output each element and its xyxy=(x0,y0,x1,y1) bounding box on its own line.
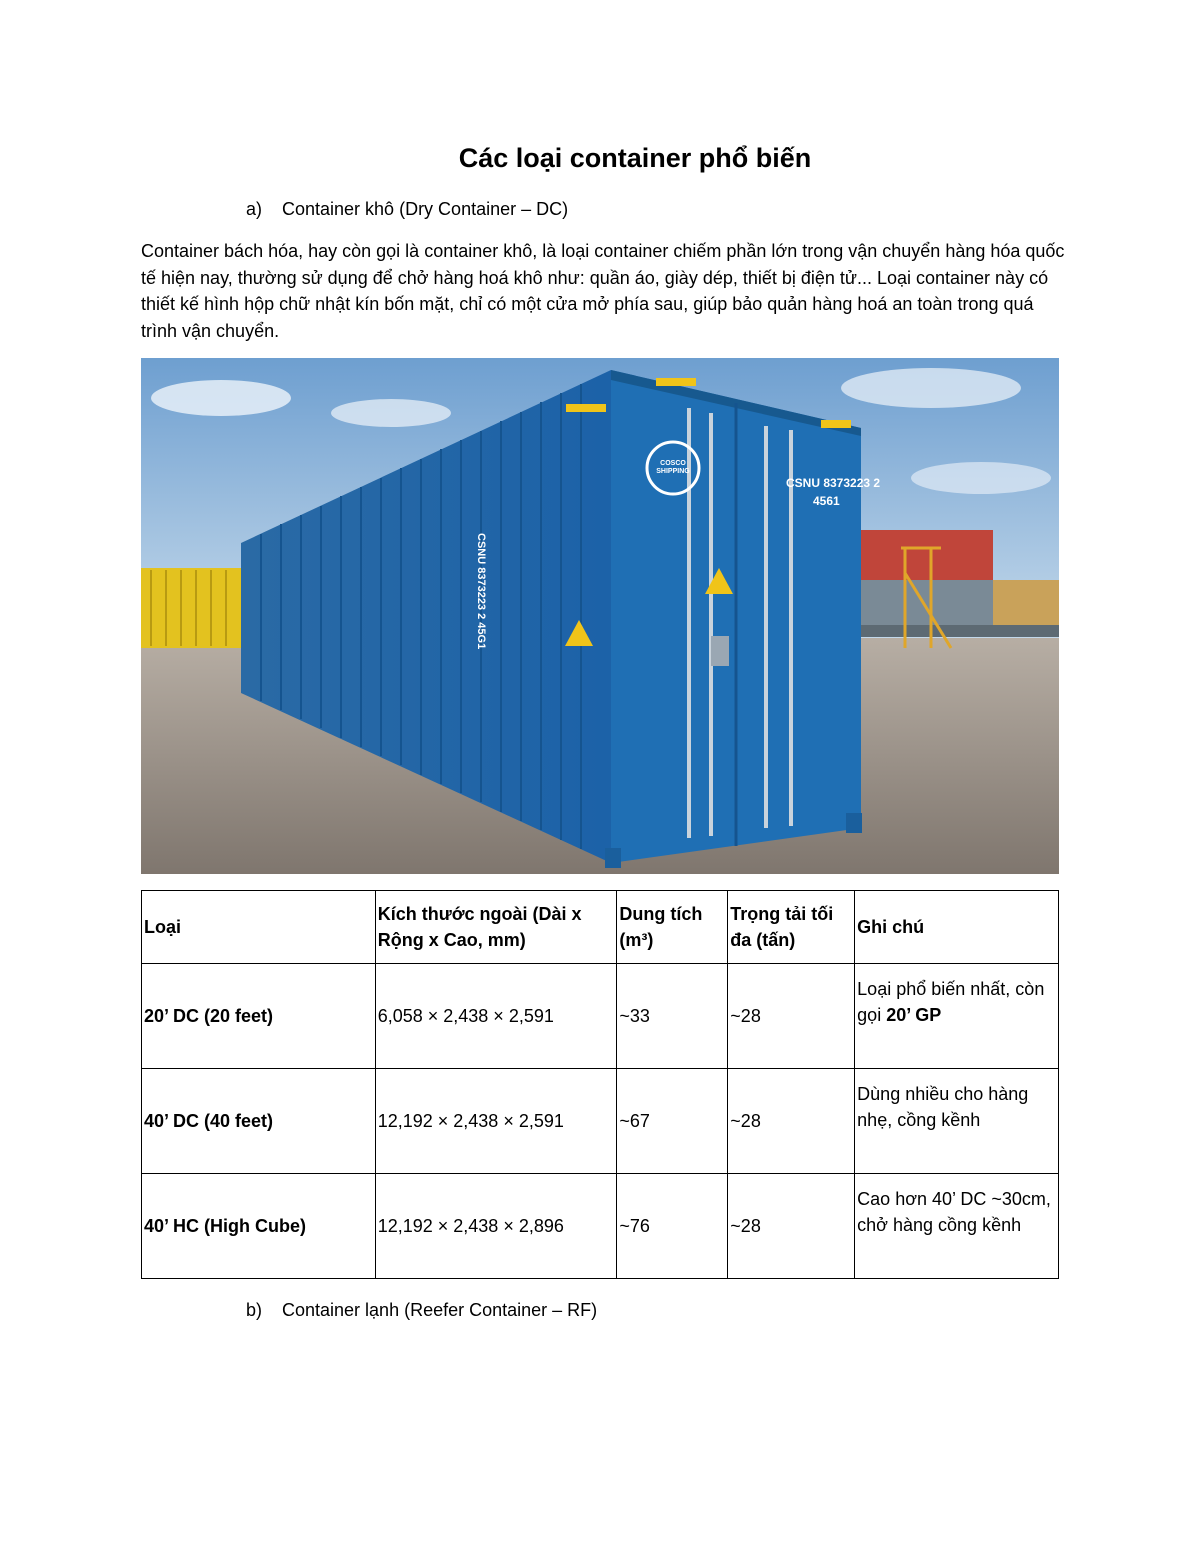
cell-type: 40’ HC (High Cube) xyxy=(142,1174,376,1279)
cell-size: 12,192 × 2,438 × 2,896 xyxy=(375,1174,617,1279)
container-door-code: CSNU 8373223 2 xyxy=(786,476,881,490)
section-heading-dry-text: Container khô (Dry Container – DC) xyxy=(282,199,569,219)
cell-note: Dùng nhiều cho hàng nhẹ, cồng kềnh xyxy=(855,1069,1059,1174)
section-heading-reefer-text: Container lạnh (Reefer Container – RF) xyxy=(282,1300,598,1320)
section-heading-dry xyxy=(246,199,568,220)
table-header-row xyxy=(142,891,1059,964)
header-size: Kích thước ngoài (Dài x Rộng x Cao, mm) xyxy=(375,891,617,964)
container-side-code: CSNU 8373223 2 45G1 xyxy=(475,533,487,650)
cell-type: 40’ DC (40 feet) xyxy=(142,1069,376,1174)
cell-type: 20’ DC (20 feet) xyxy=(142,964,376,1069)
page-title: Các loại container phổ biến xyxy=(458,143,812,173)
header-type: Loại xyxy=(142,891,376,964)
container-photo xyxy=(141,358,1059,874)
list-marker-b: b) xyxy=(246,1300,263,1320)
cell-note xyxy=(855,964,1059,1069)
cell-payload: ~28 xyxy=(728,1174,855,1279)
cell-size: 6,058 × 2,438 × 2,591 xyxy=(375,964,617,1069)
container-spec-table xyxy=(141,890,1059,1279)
cell-size: 12,192 × 2,438 × 2,591 xyxy=(375,1069,617,1174)
cell-payload: ~28 xyxy=(728,964,855,1069)
cell-payload: ~28 xyxy=(728,1069,855,1174)
container-brand-text: COSCO SHIPPING xyxy=(656,460,690,475)
table-row xyxy=(142,1069,1059,1174)
cell-capacity: ~76 xyxy=(617,1174,728,1279)
cell-note-bold: 20’ GP xyxy=(886,1005,942,1025)
cell-capacity: ~33 xyxy=(617,964,728,1069)
header-note: Ghi chú xyxy=(855,891,1059,964)
list-marker-a: a) xyxy=(246,199,263,219)
header-capacity: Dung tích (m³) xyxy=(617,891,728,964)
cell-note: Cao hơn 40’ DC ~30cm, chở hàng cồng kềnh xyxy=(855,1174,1059,1279)
table-row xyxy=(142,964,1059,1069)
container-door-iso: 4561 xyxy=(813,494,840,508)
cell-capacity: ~67 xyxy=(617,1069,728,1174)
cell-note-text: Loại phổ biến nhất, còn gọi xyxy=(857,979,1045,1025)
intro-paragraph: Container bách hóa, hay còn gọi là container khô, là loại container chiếm phần lớn trong vận chuyển hàng hóa quốc tế hiện nay, thường sử dụng để chở hàng hoá khô như: quần áo, giày dép, thiết bị điện tử... Loại container này có thiết kế hình hộp chữ nhật kín bốn mặt, chỉ có một cửa mở phía sau, giúp bảo quản hàng hoá an toàn trong quá trình vận chuyển. xyxy=(141,241,1065,341)
section-heading-reefer xyxy=(246,1300,597,1321)
table-row xyxy=(142,1174,1059,1279)
header-payload: Trọng tải tối đa (tấn) xyxy=(728,891,855,964)
